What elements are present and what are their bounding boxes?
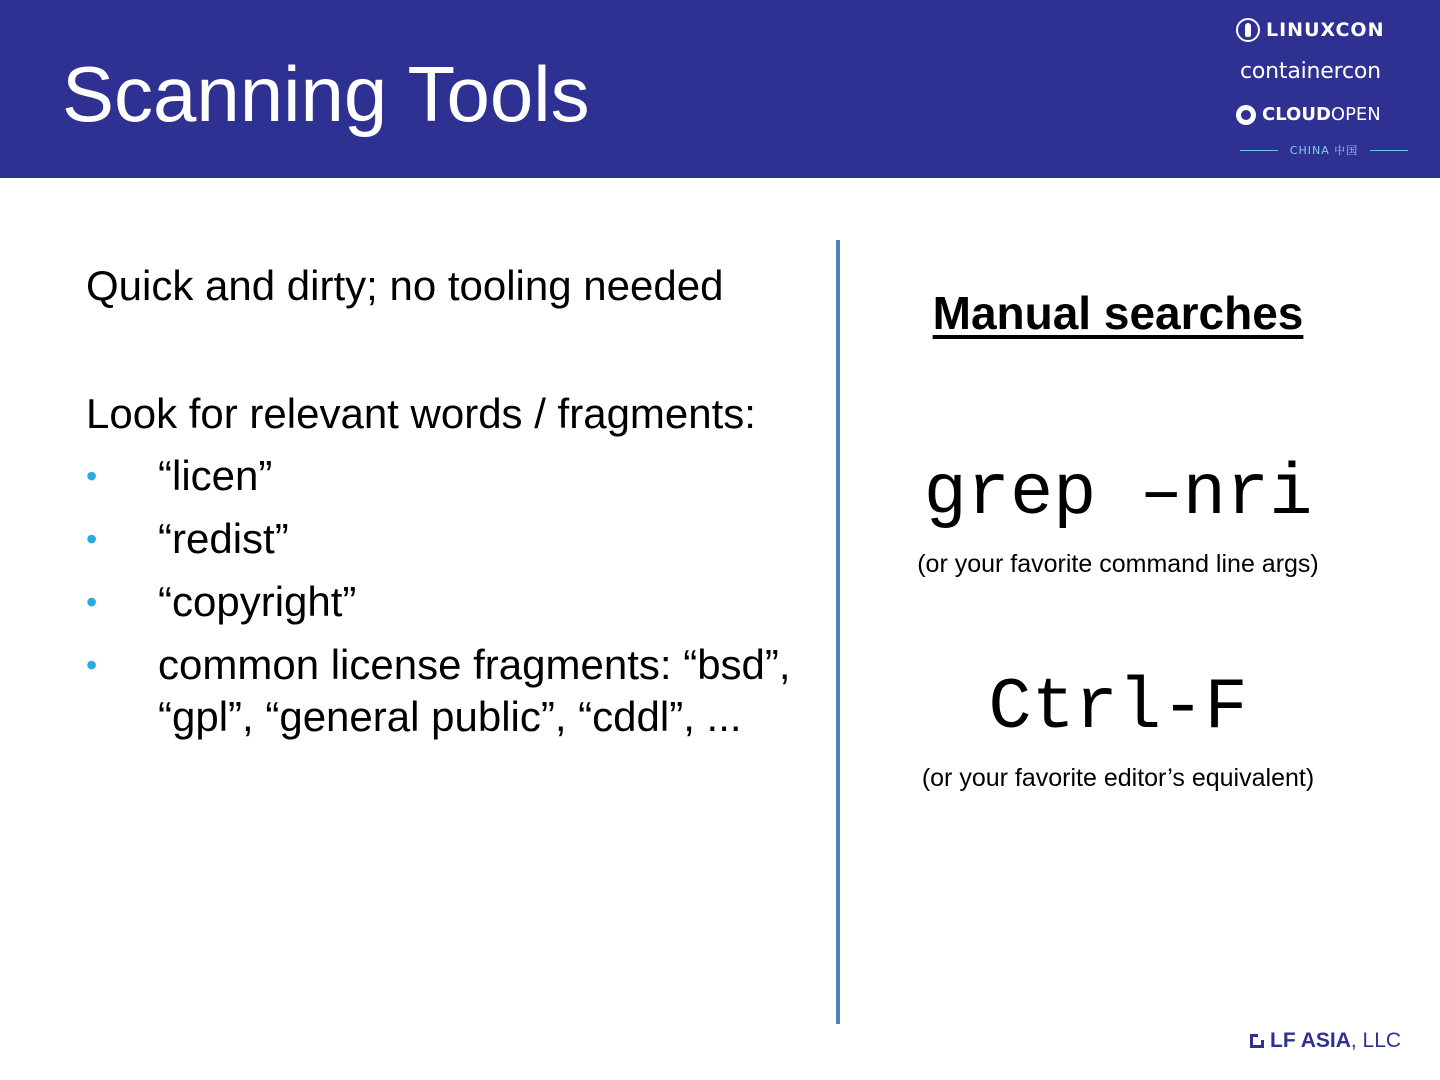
list-item	[86, 450, 806, 502]
ctrl-f-note: (or your favorite editor’s equivalent)	[921, 764, 1315, 792]
list-item	[86, 513, 806, 565]
containercon-wordmark: containercon	[1240, 59, 1381, 84]
slide-title: Scanning Tools	[62, 50, 590, 138]
grep-note: (or your favorite command line args)	[917, 550, 1319, 578]
bullet-icon: •	[86, 584, 98, 620]
column-divider	[836, 240, 840, 1024]
linuxcon-wordmark: LINUXCON	[1266, 19, 1385, 41]
ctrl-f-shortcut: Ctrl-F	[988, 667, 1248, 749]
bullet-icon: •	[86, 458, 98, 494]
linuxcon-logo	[1236, 18, 1384, 42]
lf-asia-suffix: , LLC	[1350, 1029, 1402, 1052]
cloudopen-logo	[1236, 104, 1381, 125]
title-banner	[0, 0, 1440, 178]
cloudopen-wordmark-rest: OPEN	[1330, 104, 1381, 125]
china-edition-tag	[1240, 142, 1408, 158]
lf-asia-logo	[1250, 1028, 1401, 1054]
list-item-text: “redist”	[158, 515, 289, 562]
lf-square-icon	[1250, 1034, 1264, 1048]
cloud-gear-icon	[1236, 105, 1256, 125]
look-for-heading: Look for relevant words / fragments:	[86, 390, 756, 437]
list-item-text: common license fragments: “bsd”, “gpl”, “general public”, “cddl”, ...	[158, 641, 791, 740]
lf-asia-name: LF ASIA	[1270, 1029, 1351, 1052]
list-item-text: “licen”	[158, 452, 273, 499]
containercon-logo	[1240, 59, 1381, 84]
fragment-list	[86, 450, 806, 754]
list-item	[86, 639, 806, 743]
linux-penguin-icon	[1236, 18, 1260, 42]
china-label: CHINA 中国	[1289, 144, 1359, 157]
intro-text: Quick and dirty; no tooling needed	[86, 262, 724, 309]
bullet-icon: •	[86, 647, 98, 683]
bullet-icon: •	[86, 521, 98, 557]
cloudopen-wordmark-bold: CLOUD	[1262, 104, 1331, 125]
china-right-rule	[1370, 150, 1408, 151]
manual-searches-heading: Manual searches	[932, 287, 1304, 339]
grep-command: grep –nri	[923, 453, 1313, 535]
china-left-rule	[1240, 150, 1278, 151]
list-item-text: “copyright”	[158, 578, 357, 625]
list-item	[86, 576, 806, 628]
